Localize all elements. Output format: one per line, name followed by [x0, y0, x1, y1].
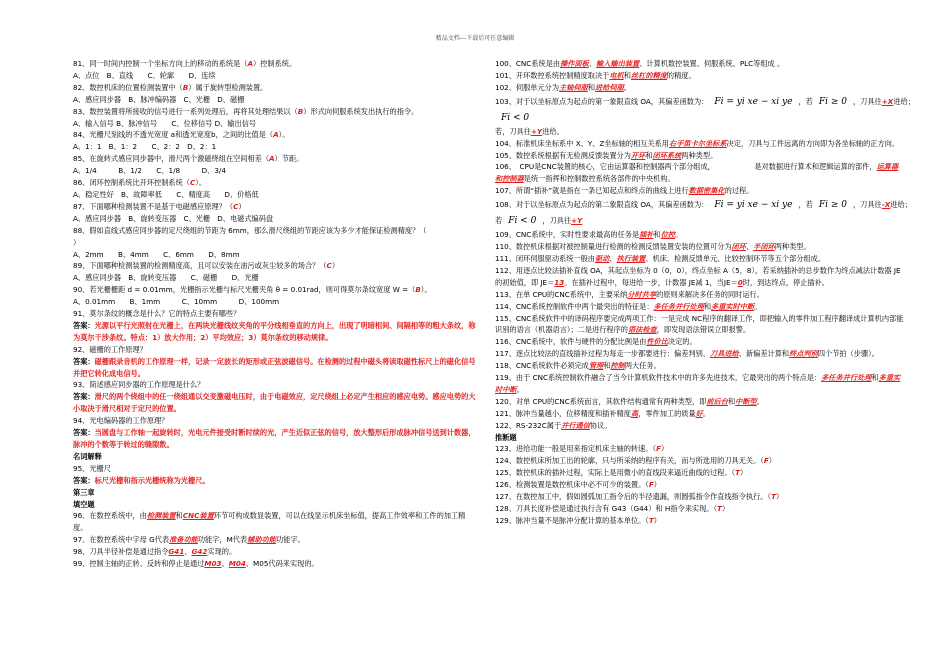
question-85: 85、在旋转式感应同步器中，滑尺两个激磁绕组在空间相差（A）节距。: [73, 154, 304, 164]
question-124: 124、数控机床所加工出的轮廓，只与所采纳的程序有关，而与所选用的刀具无关。（F）: [495, 456, 776, 466]
answer-92: 答案：磁栅跟录音机的工作原理一样，记录一定波长的矩形或正弦波磁信号。在检测的过程中磁头将读取磁性标尺上的磁化信号并把它转化成电信号。: [73, 356, 476, 378]
question-126: 126、检测装置是数控机床中必不可少的装置。（F）: [495, 480, 661, 490]
question-116: 116、CNC系统中，软件与硬件的分配比例是由性价比决定的。: [495, 337, 697, 347]
options-82: A、感应同步器 B、脉冲编码器 C、光栅 D、磁栅: [73, 94, 245, 104]
question-108: 108、对于以坐标原点为起点的第二象限直线 OA，其偏差函数为： Fi = yi xe − xi ye ，若 Fi ≥ 0 ，刀具往-X进给；: [495, 200, 912, 211]
question-101: 101、开环数控系统控制精度取决于电机和丝杠的精度的精度。: [495, 70, 696, 80]
question-123: 123、进给功能一般是用来指定机床主轴的转速。（F）: [495, 444, 669, 454]
question-104: 104、标准机床坐标系中 X、Y、Z坐标轴的相互关系用右手笛卡尔坐标系决定，刀具与工件远离的方向即为各坐标轴的正方向。: [495, 138, 900, 148]
options-86: A、稳定性好 B、故障率低 C、精度高 D、价格低: [73, 189, 259, 199]
formula: Fi < 0: [508, 216, 537, 227]
question-87: 87、下面哪种检测装置不是基于电磁感应原理？（C）: [73, 201, 246, 211]
answer: C: [189, 178, 196, 188]
answer-91: 答案：光源以平行光照射在光栅上，在两块光栅线纹夹角的平分线相垂直的方向上，出现了明暗相间、间隔相等的粗大条纹，称为莫尔干涉条纹。特点：1）放大作用；2）平均效应；3）莫尔条纹的移动规律。: [73, 320, 476, 342]
question-86: 86、闭环控制系统比开环控制系统（C）。: [73, 178, 207, 188]
options-89: A、感应同步器 B、旋转变压器 C、磁栅 D、光栅: [73, 273, 259, 283]
question-84: 84、光栅尺刻线的不透光宽度 a和透光宽度b，之间的比值是（A）。: [73, 130, 290, 140]
question-108-cont: 若 Fi < 0 ，刀具往+Y: [495, 216, 583, 227]
answer-93: 答案：滑尺的两个绕组中的任一绕组通以交变激磁电压时，由于电磁效应，定尺绕组上必定产生相应的感应电势。感应电势的大小取决于滑尺相对于定尺的位置。: [73, 392, 476, 414]
question-113: 113、在单 CPU的CNC系统中，主要采纳分时共享的原则来解决多任务的同时运行。: [495, 289, 764, 299]
question-117: 117、逐点比较法的直线插补过程为每走一步都要进行：偏差判别、刀具进给、新偏差计算和终点判别四个节拍（步骤）。: [495, 349, 879, 359]
question-129: 129、脉冲当量不是脉冲分配计算的基本单位。（T）: [495, 515, 661, 525]
question-88: 88、假如直线式感应同步器的定尺绕组的节距为 6mm，那么滑尺绕组的节距应该为多少才能保证检测精度？（: [73, 225, 427, 235]
answer: A: [273, 130, 279, 140]
answer-94: 答案：当圆盘与工作轴一起旋转时，光电元件接受时断时续的光，产生近似正弦的信号，放大整形后形成脉冲信号送到计数器，脉冲的个数等于转过的缝隙数。: [73, 428, 476, 449]
question-125: 125、数控机床的插补过程，实际上是用微小的直线段来逼近曲线的过程。（T）: [495, 468, 748, 478]
question-82: 82、数控机床的位置检测装置中（B）属于旋转型检测装置。: [73, 82, 268, 92]
options-87: A、感应同步器 B、旋转变压器 C、光栅 D、电磁式编码盘: [73, 213, 274, 223]
question-127: 127、在数控加工中，假如圆弧加工指令后的半径遗漏，则圆弧指令作直线指令执行。（T）: [495, 492, 784, 502]
section-heading: 名词解释: [73, 451, 102, 461]
right-column: [495, 58, 915, 527]
question-92: 92、磁栅的工作原理？: [73, 344, 147, 354]
formula: Fi < 0: [501, 112, 530, 123]
formula: Fi ≥ 0: [818, 200, 847, 211]
question-115: 115、CNC系统软件中的译码程序要完成两项工作：一是完成 NC程序的翻译工作，即把输入的零件加工程序翻译成计算机内部能识别的语言（机器语言）；二是进行程序的语法检查，即发现语法错误立即报警。: [495, 313, 904, 335]
answer: B: [297, 106, 304, 116]
question-83: 83、数控装置将所接收的信号进行一系列处理后，再将其处理结果以（B）形式向伺服系统发出执行的指令。: [73, 106, 419, 116]
question-96: 96、在数控系统中，由检测装置和CNC装置环节可构成数显装置，可以在线显示机床坐标值，提高工作效率和工件的加工精度。: [73, 511, 466, 533]
question-90: 90、若光栅栅距 d = 0.01mm，光栅指示光栅与标尺光栅夹角 θ = 0.01rad，则可得莫尔条纹宽度 W =（B）。: [73, 285, 432, 295]
question-95: 95、光栅尺: [73, 463, 111, 473]
question-110: 110、数控机床根据对被控制量进行检测的检测反馈装置安装的位置可分为闭环、半闭环两种类型。: [495, 242, 811, 252]
page-header: 精品文档---下载后可任意编辑: [435, 35, 515, 42]
question-119: 119、由于 CNC系统控制软件融合了当今计算机软件技术中的许多先进技术，它最突出的两个特点是：多任务并行处理和多重实时中断。: [495, 373, 901, 394]
question-89: 89、下面哪种检测装置的检测精度高，且可以安装在油污或灰尘较多的场合？（C）: [73, 261, 340, 271]
question-100: 100、CNC系统是由操作面板、输入输出装置、计算机数控装置、伺服系统、PLC等组成 。: [495, 59, 785, 68]
question-106: 106、 CPU是CNC装置的核心，它由运算器和控制器两个部分组成， 是对数据进行算术和逻辑运算的部件，运算器和控制器是统一指挥和控制数控系统各部件的中央机构。: [495, 162, 899, 184]
answer-95: 答案：标尺光栅和指示光栅统称为光栅尺。: [73, 475, 210, 485]
question-107: 107、所谓“插补”就是指在一条已知起点和终点的曲线上进行数据密集化的过程。: [495, 186, 754, 196]
answer: C: [326, 261, 332, 271]
answer: A: [269, 154, 275, 164]
answer: A: [247, 59, 254, 68]
options-90: A、0.01mm B、1mm C、10mm D、100mm: [73, 297, 280, 307]
question-105: 105、数控系统根据有无检测反馈装置分为开环和闭环系统两种类型。: [495, 150, 718, 160]
options-83: A、输入信号 B、脉冲信号 C、位移信号 D、输出信号: [73, 118, 257, 128]
left-column: [73, 58, 477, 570]
question-93: 93、简述感应同步器的工作原理是什么？: [73, 380, 205, 390]
options-81: A、点位 B、直线 C、轮廓 D、连续: [73, 70, 216, 80]
question-102: 102、伺服单元分为主轴伺服和进给伺服。: [495, 82, 631, 92]
question-103-cont: [495, 110, 905, 126]
question-91: 91、莫尔条纹的概念是什么？它的特点主要有哪些？: [73, 309, 241, 319]
question-97: 97、在数控系统中字母 G代表准备功能功能字，M代表辅助功能功能字。: [73, 535, 305, 545]
question-128: 128、刀具长度补偿是通过执行含有 G43（G44）和 H指令来实现。（T）: [495, 504, 730, 513]
question-120: 120、对单 CPU的CNC系统而言，其软件结构通常有两种类型，即前后台和中断型。: [495, 396, 764, 406]
question-111: 111、闭环伺服驱动系统一般由驱动、执行装置、机床、检测反馈单元、比较控制环节等五个部分组成。: [495, 253, 826, 263]
question-118: 118、CNC系统软件必须完成管理和控制两大任务。: [495, 361, 661, 371]
question-121: 121、脉冲当量越小，位移精度和插补精度高，零件加工的质量好。: [495, 408, 711, 418]
chapter-heading: 第三章: [73, 487, 95, 497]
question-103-end: 若，刀具往+Y进给。: [495, 126, 564, 136]
question-81: 81、同一时间内控制一个坐标方向上的移动的系统是（A）控制系统。: [73, 59, 297, 68]
question-98: 98、刀具半径补偿是通过指令G41、G42实现的。: [73, 547, 237, 557]
options-88: A、2mm B、4mm C、6mm D、8mm: [73, 249, 240, 259]
formula: Fi = yi xe − xi ye: [714, 200, 793, 211]
options-84: A、1：1 B、1：2 C、2：2 D、2：1: [73, 142, 217, 152]
answer: B: [182, 82, 189, 92]
question-114: 114、CNC系统控制软件中两个最突出的特征是：多任务并行处理和多重实时中断。: [495, 301, 762, 311]
answer: C: [233, 201, 239, 211]
question-103: 103、对于以坐标原点为起点的第一象限直线 OA，其偏差函数为： Fi = yi xe − xi ye ，若 Fi ≥ 0 ，刀具往+X进给；: [495, 96, 915, 107]
answer: B: [415, 285, 421, 295]
formula: Fi = yi xe − xi ye: [714, 96, 793, 107]
formula: Fi ≥ 0: [818, 96, 847, 107]
question-99: 99、控制主轴的正转、反转和停止是通过M03、M04、M05代码来实现的。: [73, 559, 319, 569]
question-109: 109、CNC系统中，实时性要求最高的任务是插补和位控。: [495, 230, 683, 240]
question-112: 112、用逐点比较法插补直线 OA，其起点坐标为 0（0，0），终点坐标 A（5，8），若采纳插补的总步数作为终点减法计数器 JE的初始值，即 JE＝13。在插补过程中，每进给一步，计数器 JE减 1，当JE＝0时，到达终点，停止插补。: [495, 265, 901, 287]
section-heading: 填空题: [73, 499, 95, 509]
options-85: A、1/4 B、1/2 C、1/8 D、3/4: [73, 166, 226, 176]
question-88-close: ）: [73, 237, 81, 247]
section-heading: 推断题: [495, 432, 517, 442]
question-122: 122、RS-232C属于并行通信协议。: [495, 420, 612, 430]
question-94: 94、光电编码器的工作原理？: [73, 416, 169, 426]
